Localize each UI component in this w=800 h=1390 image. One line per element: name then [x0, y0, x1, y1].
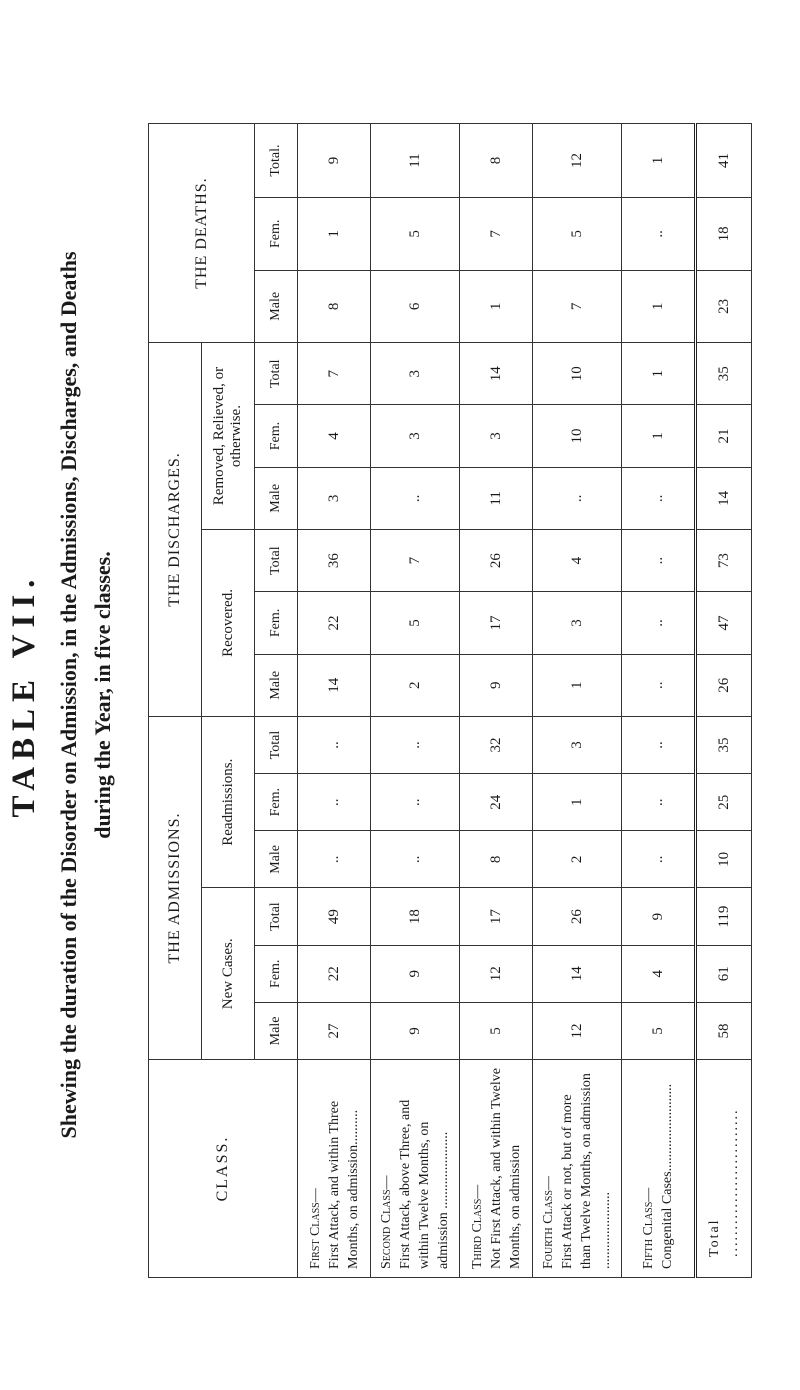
total-label: Total ........................... [696, 1060, 752, 1278]
value-cell: 10 [533, 343, 622, 405]
total-value-cell: 47 [696, 592, 752, 654]
value-cell: 4 [298, 405, 371, 467]
value-cell: 8 [460, 831, 533, 888]
total-value-cell: 14 [696, 467, 752, 529]
deaths-header: THE DEATHS. [149, 124, 255, 343]
value-cell: .. [298, 831, 371, 888]
class-name: Third Class— [469, 1184, 485, 1269]
value-cell: 14 [298, 654, 371, 716]
value-cell: 3 [533, 592, 622, 654]
value-cell: 3 [371, 343, 460, 405]
total-value-cell: 21 [696, 405, 752, 467]
value-cell: 11 [371, 124, 460, 198]
new-cases-header: New Cases. [202, 888, 255, 1060]
value-cell: 1 [533, 654, 622, 716]
value-cell: .. [622, 654, 696, 716]
class-header: CLASS. [149, 1060, 298, 1278]
value-cell: 7 [460, 198, 533, 271]
value-cell: 1 [460, 270, 533, 343]
value-cell: 4 [622, 945, 696, 1002]
value-cell: 22 [298, 945, 371, 1002]
col-header-fem: Fem. [255, 405, 298, 467]
readmissions-header: Readmissions. [202, 716, 255, 888]
col-header-fem: Fem. [255, 592, 298, 654]
value-cell: 26 [533, 888, 622, 945]
col-header-male: Male [255, 1002, 298, 1059]
value-cell: .. [371, 774, 460, 831]
col-header-fem: Fem. [255, 945, 298, 1002]
col-header-male: Male [255, 270, 298, 343]
value-cell: 49 [298, 888, 371, 945]
value-cell: 2 [533, 831, 622, 888]
value-cell: 3 [298, 467, 371, 529]
value-cell: 12 [533, 1002, 622, 1059]
value-cell: .. [622, 831, 696, 888]
value-cell: 2 [371, 654, 460, 716]
class-description: First Attack, and within Three Months, on admission.......... [326, 1100, 361, 1269]
statistics-table [148, 123, 752, 1278]
class-cell [622, 1060, 696, 1278]
value-cell: 7 [298, 343, 371, 405]
class-name: Fifth Class— [641, 1187, 656, 1269]
value-cell: 7 [533, 270, 622, 343]
value-cell: 5 [622, 1002, 696, 1059]
class-description: Congenital Cases......................... [660, 1083, 675, 1269]
value-cell: 14 [460, 343, 533, 405]
value-cell: 1 [622, 124, 696, 198]
value-cell: 5 [371, 198, 460, 271]
admissions-header: THE ADMISSIONS. [149, 716, 202, 1059]
value-cell: 5 [371, 592, 460, 654]
class-description: First Attack or not, but of more than Twelve Months, on admission ...................... [560, 1073, 613, 1269]
value-cell: 9 [298, 124, 371, 198]
value-cell: 18 [371, 888, 460, 945]
table-body [298, 124, 752, 1278]
value-cell: .. [298, 716, 371, 773]
col-header-male: Male [255, 831, 298, 888]
value-cell: 12 [533, 124, 622, 198]
total-value-cell: 58 [696, 1002, 752, 1059]
total-value-cell: 35 [696, 716, 752, 773]
value-cell: 5 [460, 1002, 533, 1059]
table-row [460, 124, 533, 1278]
value-cell: 1 [622, 343, 696, 405]
value-cell: 11 [460, 467, 533, 529]
col-header-male: Male [255, 467, 298, 529]
col-header-total: Total [255, 343, 298, 405]
class-description: Not First Attack, and within Twelve Months, on admission [488, 1068, 523, 1269]
table-subtitle-line1: Shewing the duration of the Disorder on Admission, in the Admissions, Discharges, and Deaths [56, 251, 81, 1139]
total-value-cell: 73 [696, 530, 752, 592]
class-name: Second Class— [379, 1175, 394, 1269]
value-cell: 4 [533, 530, 622, 592]
value-cell: .. [371, 467, 460, 529]
table-row [533, 124, 622, 1278]
value-cell: .. [622, 592, 696, 654]
value-cell: 3 [460, 405, 533, 467]
value-cell: .. [622, 198, 696, 271]
value-cell: 26 [460, 530, 533, 592]
value-cell: 12 [460, 945, 533, 1002]
value-cell: 8 [460, 124, 533, 198]
value-cell: 9 [460, 654, 533, 716]
col-header-fem: Fem. [255, 198, 298, 271]
class-cell [298, 1060, 371, 1278]
value-cell: 5 [533, 198, 622, 271]
value-cell: 6 [371, 270, 460, 343]
value-cell: 22 [298, 592, 371, 654]
value-cell: .. [622, 774, 696, 831]
value-cell: 1 [622, 270, 696, 343]
col-header-total-deaths: Total. [255, 124, 298, 198]
value-cell: 17 [460, 592, 533, 654]
value-cell: 8 [298, 270, 371, 343]
col-header-total: Total [255, 716, 298, 773]
class-cell [371, 1060, 460, 1278]
value-cell: 1 [533, 774, 622, 831]
value-cell: 36 [298, 530, 371, 592]
value-cell: 17 [460, 888, 533, 945]
value-cell: 7 [371, 530, 460, 592]
col-header-fem: Fem. [255, 774, 298, 831]
value-cell: 27 [298, 1002, 371, 1059]
value-cell: 9 [371, 1002, 460, 1059]
total-value-cell: 61 [696, 945, 752, 1002]
value-cell: 3 [371, 405, 460, 467]
removed-header: Removed, Relieved, or otherwise. [202, 343, 255, 530]
col-header-male: Male [255, 654, 298, 716]
recovered-header: Recovered. [202, 530, 255, 717]
discharges-header: THE DISCHARGES. [149, 343, 202, 717]
total-value-cell: 18 [696, 198, 752, 271]
total-row [696, 124, 752, 1278]
total-value-cell: 41 [696, 124, 752, 198]
total-value-cell: 10 [696, 831, 752, 888]
value-cell: .. [622, 467, 696, 529]
class-name: First Class— [307, 1188, 323, 1269]
table-row [622, 124, 696, 1278]
value-cell: .. [622, 530, 696, 592]
value-cell: 10 [533, 405, 622, 467]
table-row [298, 124, 371, 1278]
total-value-cell: 25 [696, 774, 752, 831]
total-value-cell: 35 [696, 343, 752, 405]
class-description: First Attack, above Three, and within Twelve Months, on admission ...................... [398, 1099, 451, 1269]
value-cell: .. [533, 467, 622, 529]
table-title: TABLE VII. [6, 572, 42, 818]
value-cell: 9 [622, 888, 696, 945]
table-row [371, 124, 460, 1278]
value-cell: .. [298, 774, 371, 831]
class-name: Fourth Class— [541, 1176, 556, 1269]
value-cell: .. [371, 716, 460, 773]
col-header-total: Total [255, 888, 298, 945]
value-cell: .. [622, 716, 696, 773]
value-cell: 9 [371, 945, 460, 1002]
total-value-cell: 119 [696, 888, 752, 945]
value-cell: 24 [460, 774, 533, 831]
col-header-total: Total [255, 530, 298, 592]
value-cell: 1 [622, 405, 696, 467]
class-cell [460, 1060, 533, 1278]
total-value-cell: 26 [696, 654, 752, 716]
class-cell [533, 1060, 622, 1278]
value-cell: .. [371, 831, 460, 888]
value-cell: 1 [298, 198, 371, 271]
value-cell: 32 [460, 716, 533, 773]
table-subtitle-line2: during the Year, in five classes. [90, 551, 115, 839]
total-value-cell: 23 [696, 270, 752, 343]
value-cell: 3 [533, 716, 622, 773]
value-cell: 14 [533, 945, 622, 1002]
